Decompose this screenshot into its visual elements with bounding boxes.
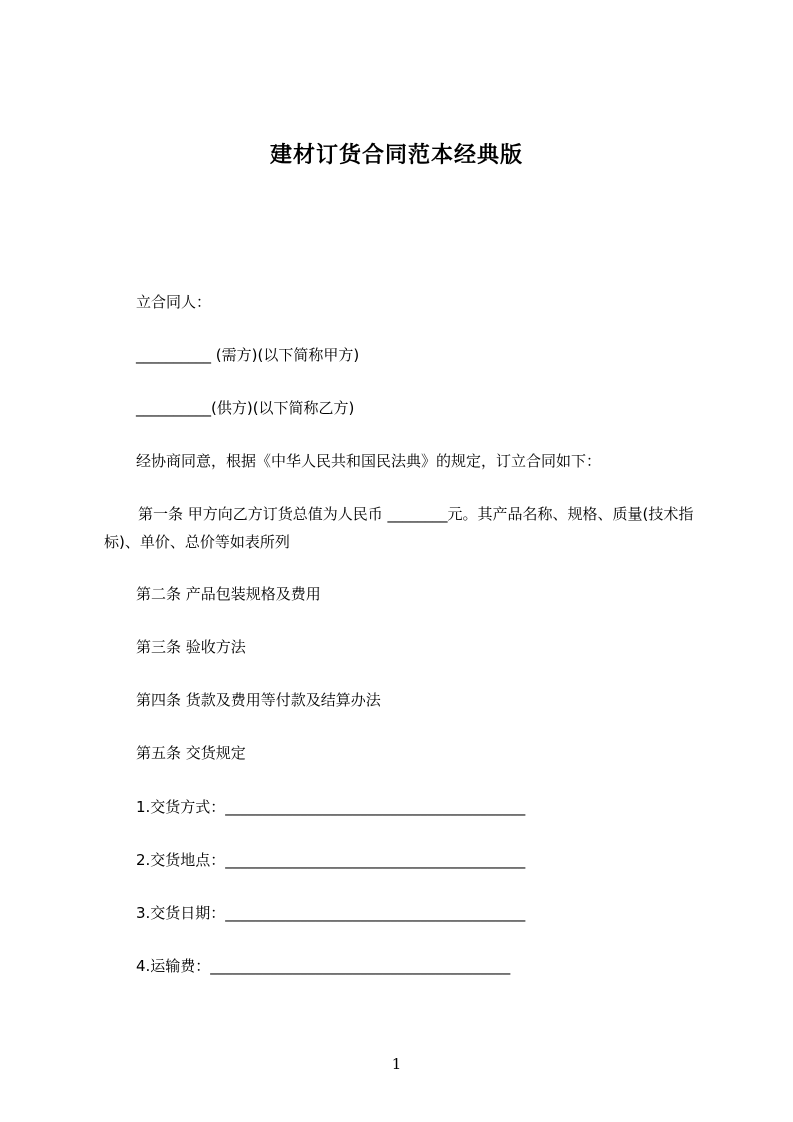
page-number: 1 (391, 1055, 402, 1073)
article-4: 第四条 货款及费用等付款及结算办法 (136, 691, 381, 709)
delivery-method-line: 1.交货方式：________________________________________ (136, 798, 526, 816)
article-1: 第一条 甲方向乙方订货总值为人民币 ________元。其产品名称、规格、质量(技术指标)、单价、总价等如表所列 (104, 505, 694, 551)
delivery-location-line: 2.交货地点：________________________________________ (136, 851, 526, 869)
delivery-date-line: 3.交货日期：________________________________________ (136, 904, 526, 922)
document-title: 建材订货合同范本经典版 (269, 143, 523, 168)
article-2: 第二条 产品包装规格及费用 (136, 585, 321, 603)
transport-fee-line: 4.运输费：________________________________________ (136, 957, 511, 975)
preamble: 经协商同意，根据《中华人民共和国民法典》的规定，订立合同如下： (136, 452, 602, 470)
party-a-line: __________ (需方)(以下简称甲方) (136, 346, 360, 364)
party-b-line: __________(供方)(以下简称乙方) (136, 399, 355, 417)
article-5: 第五条 交货规定 (136, 744, 246, 762)
parties-heading: 立合同人： (136, 293, 212, 311)
article-3: 第三条 验收方法 (136, 638, 246, 656)
